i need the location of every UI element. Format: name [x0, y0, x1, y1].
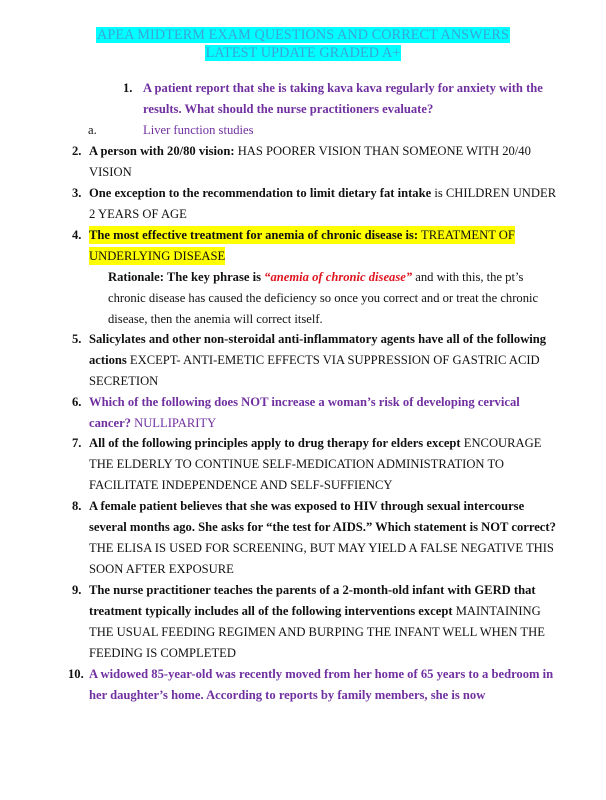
- item-number: 6.: [72, 395, 82, 409]
- document-title: [0, 26, 606, 62]
- rationale-quote: “anemia of chronic disease”: [264, 270, 413, 284]
- question-text: A female patient believes that she was exposed to HIV through sexual intercourse: [89, 499, 525, 513]
- option-letter: a.: [88, 123, 97, 137]
- rationale-text: disease, then the anemia will correct itself.: [108, 312, 323, 326]
- item-number: 3.: [72, 186, 82, 200]
- answer-text: FACILITATE INDEPENDENCE AND SELF-SUFFIENCY: [89, 478, 393, 492]
- answer-text: VISION: [89, 165, 132, 179]
- question-text: The nurse practitioner teaches the parents of a 2-month-old infant with GERD that: [89, 583, 536, 597]
- title-line-1: APEA MIDTERM EXAM QUESTIONS AND CORRECT ANSWERS: [97, 27, 509, 43]
- answer-text: THE ELDERLY TO CONTINUE SELF-MEDICATION ADMINISTRATION TO: [89, 457, 505, 471]
- answer-text: SOON AFTER EXPOSURE: [89, 562, 234, 576]
- answer-text: NULLIPARITY: [130, 416, 217, 430]
- question-text: The most effective treatment for anemia of chronic disease is:: [89, 228, 419, 242]
- option-text: Liver function studies: [143, 123, 254, 137]
- item-number: 5.: [72, 332, 82, 346]
- question-line: [89, 184, 556, 202]
- rationale-text: and with this, the pt’s: [412, 270, 524, 284]
- answer-text: MAINTAINING: [452, 604, 541, 618]
- question-text: her daughter’s home. According to reports by family members, she is now: [89, 688, 486, 702]
- answer-text: THE USUAL FEEDING REGIMEN AND BURPING THE INFANT WELL WHEN THE: [89, 625, 545, 639]
- item-number: 2.: [72, 144, 82, 158]
- answer-text: THE ELISA IS USED FOR SCREENING, BUT MAY YIELD A FALSE NEGATIVE THIS: [89, 541, 554, 555]
- question-text: results. What should the nurse practitioners evaluate?: [143, 102, 434, 116]
- rationale-text: chronic disease has caused the deficiency so once you correct and or treat the chronic: [108, 291, 539, 305]
- question-line: [89, 602, 541, 620]
- question-line: [89, 351, 540, 369]
- answer-text: EXCEPT- ANTI-EMETIC EFFECTS VIA SUPPRESSION OF GASTRIC ACID: [126, 353, 540, 367]
- question-text: actions: [89, 353, 127, 367]
- answer-text: 2 YEARS OF AGE: [89, 207, 187, 221]
- question-text: A person with 20/80 vision:: [89, 144, 235, 158]
- question-text: All of the following principles apply to drug therapy for elders except: [89, 436, 461, 450]
- question-text: One exception to the recommendation to limit dietary fat intake: [89, 186, 432, 200]
- rationale-label: Rationale: The key phrase is: [108, 270, 265, 284]
- answer-text: is CHILDREN UNDER: [431, 186, 557, 200]
- rationale-line: [108, 268, 523, 286]
- item-number: 7.: [72, 436, 82, 450]
- highlighted-question-line: [89, 226, 515, 244]
- question-text: A patient report that she is taking kava kava regularly for anxiety with the: [143, 81, 543, 95]
- answer-text: TREATMENT OF: [418, 228, 515, 242]
- question-line: [89, 142, 531, 160]
- question-line: [89, 414, 216, 432]
- item-number: 8.: [72, 499, 82, 513]
- question-text: several months ago. She asks for “the test for AIDS.” Which statement is NOT correct?: [89, 520, 556, 534]
- question-line: [89, 434, 541, 452]
- answer-text: FEEDING IS COMPLETED: [89, 646, 236, 660]
- item-number: 9.: [72, 583, 82, 597]
- item-number: 10.: [68, 667, 84, 681]
- question-text: Which of the following does NOT increase a woman’s risk of developing cervical: [89, 395, 520, 409]
- item-number: 4.: [72, 228, 82, 242]
- answer-text: SECRETION: [89, 374, 159, 388]
- item-number: 1.: [123, 81, 133, 95]
- question-text: treatment typically includes all of the following interventions except: [89, 604, 453, 618]
- answer-text: UNDERLYING DISEASE: [89, 249, 226, 263]
- answer-text: ENCOURAGE: [460, 436, 542, 450]
- question-text: A widowed 85-year-old was recently moved from her home of 65 years to a bedroom in: [89, 667, 554, 681]
- answer-text: HAS POORER VISION THAN SOMEONE WITH 20/40: [234, 144, 531, 158]
- question-text: Salicylates and other non-steroidal anti-inflammatory agents have all of the following: [89, 332, 547, 346]
- question-text: cancer?: [89, 416, 131, 430]
- title-line-2: LATEST UPDATE GRADED A+: [205, 45, 401, 61]
